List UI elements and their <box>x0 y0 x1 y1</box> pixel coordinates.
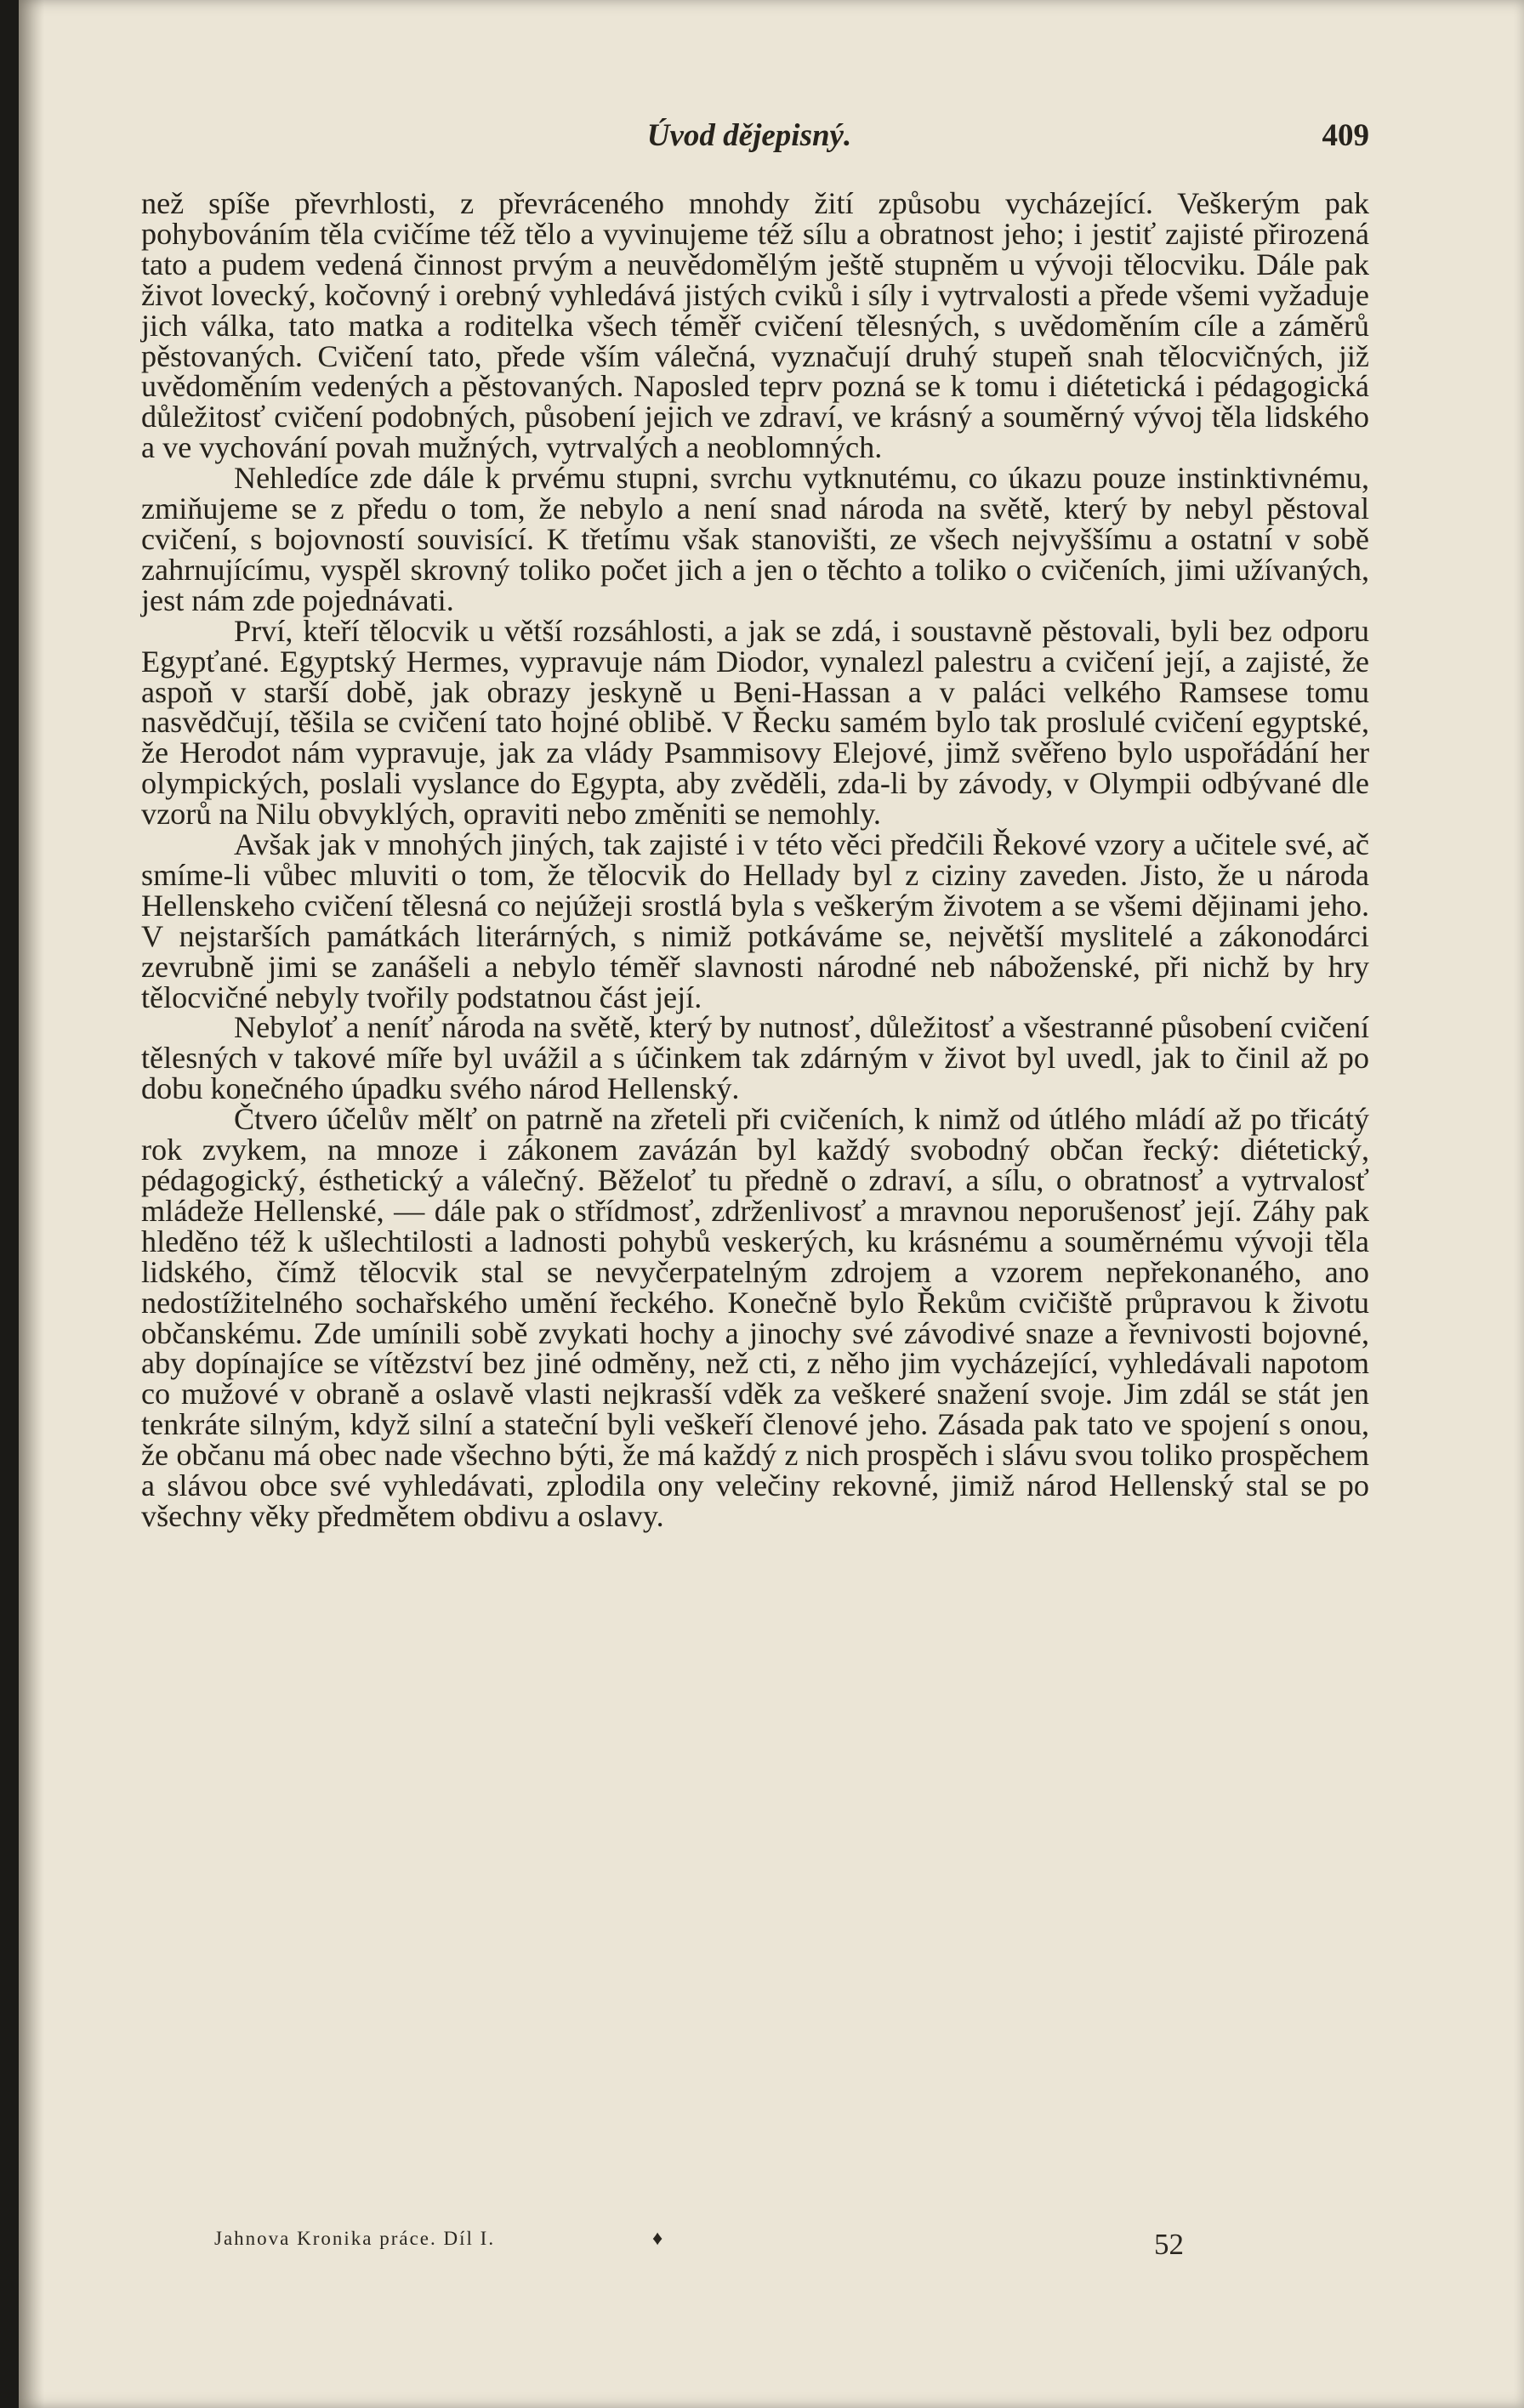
paragraph-5: Nebyloť a neníť národa na světě, který by nutnosť, důležitosť a všestranné působení cvičení tělesných v takové míře byl uvážil a s účinkem tak zdárným v život byl uvedl, jak to činil až po dobu konečného úpadku svého národ Hellenský. <box>141 1010 1369 1106</box>
page-footer <box>214 2228 1192 2265</box>
paragraph-2: Nehledíce zde dále k prvému stupni, svrchu vytknutému, co úkazu pouze instinktivnému, zmiňujeme se z předu o tom, že nebylo a není snad národa na světě, který by nebyl pěstoval cvičení, s bojovností souvisící. K třetímu však stanovišti, ze všech nejvyššímu a ostatní v sobě zahrnujícímu, vyspěl skrovný toliko počet jich a jen o těchto a toliko o cvičeních, jimi užívaných, jest nám zde pojednávati. <box>141 461 1369 617</box>
spine-shadow <box>19 0 44 2408</box>
page-header <box>129 117 1369 168</box>
book-page <box>19 0 1524 2408</box>
running-title: Úvod dějepisný. <box>646 118 852 153</box>
signature-mark: ♦ <box>652 2228 663 2250</box>
paragraph-1: než spíše převrhlosti, z převráceného mnohdy žití způsobu vycházející. Veškerým pak pohybováním těla cvičíme též tělo a vyvinujeme též sílu a obratnost jeho; i jestiť zajisté přirozená tato a pudem vedená činnost prvým a neuvědomělým ještě stupněm u vývoji tělocviku. Dále pak život lovecký, kočovný i orebný vyhledává jistých cviků i síly i vytrvalosti a přede všemi vyžaduje jich válka, tato matka a roditelka všech téměř cvičení tělesných, s uvědoměním cíle a záměrů pěstovaných. Cvičení tato, přede vším válečná, vyznačují druhý stupeň snah tělocvičných, již uvědoměním vedených a pěstovaných. Naposled teprv pozná se k tomu i diétetická i pédagogická důležitosť cvičení podobných, působení jejich ve zdraví, ve krásný a souměrný vývoj těla lidského a ve vychování povah mužných, vytrvalých a neoblomných. <box>141 186 1369 465</box>
page-number: 409 <box>1322 118 1369 153</box>
paragraph-6: Čtvero účelův mělť on patrně na zřeteli při cvičeních, k nimž od útlého mládí až po třicátý rok zvykem, na mnoze i zákonem zavázán byl každý svobodný občan řecký: diétetický, pédagogický, ésthetický a válečný. Běželoť tu předně o zdraví, a sílu, o obratnosť a vytrvalosť mládeže Hellenské, — dále pak o střídmosť, zdrženlivosť a mravnou neporušenosť její. Záhy pak hleděno též k ušlechtilosti a ladnosti pohybů veskerých, ku krásnému a souměrnému vývoji těla lidského, čímž tělocvik stal se nevyčerpatelným zdrojem a vzorem nepřekonaného, ano nedostížitelného sochařského umění řeckého. Konečně bylo Řekům cvičiště průpravou k životu občanskému. Zde umínili sobě zvykati hochy a jinochy své závodivé snaze a řevnivosti bojovné, aby dopínajíce se vítězství bez jiné odměny, než cti, z něho jim vycházející, vyhledávali napotom co mužové v obraně a oslavě vlasti nejkrasší vděk za veškeré snažení svoje. Jim zdál se stát jen tenkráte silným, když silní a stateční byli veškeří členové jeho. Zásada pak tato ve spojení s onou, že občanu má obec nade všechno býti, že má každý z nich prospěch i slávu svou toliko prospěchem a slávou obce své vyhledávati, zplodila ony velečiny rekovné, jimiž národ Hellenský stal se po všechny věky předmětem obdivu a oslavy. <box>141 1102 1369 1533</box>
printer-signature: Jahnova Kronika práce. Díl I. <box>214 2228 496 2249</box>
paragraph-3: Prví, kteří tělocvik u větší rozsáhlosti, a jak se zdá, i soustavně pěstovali, byli bez odporu Egypťané. Egyptský Hermes, vypravuje nám Diodor, vynalezl palestru a cvičení její, a zajisté, že aspoň v starší době, jak obrazy jeskyně u Beni-Hassan a v paláci velkého Ramsese tomu nasvědčují, těšila se cvičení tato hojné oblibě. V Řecku samém bylo tak proslulé cvičení egyptské, že Herodot nám vypravuje, jak za vlády Psammisovy Elejové, jimž svěřeno bylo uspořádání her olympických, poslali vyslance do Egypta, aby zvěděli, zda-li by závody, v Olympii odbývané dle vzorů na Nilu obvyklých, opraviti nebo změniti se nemohly. <box>141 613 1369 832</box>
sheet-number: 52 <box>1154 2228 1184 2261</box>
body-text <box>141 186 1369 1533</box>
paragraph-4: Avšak jak v mnohých jiných, tak zajisté i v této věci předčili Řekové vzory a učitele své, ač smíme-li vůbec mluviti o tom, že tělocvik do Hellady byl z ciziny zaveden. Jisto, že u národa Hellenskeho cvičení tělesná co nejúžeji srostlá byla s veškerým životem a se všemi dějinami jeho. V nejstarších památkách literárných, s nimiž potkáváme se, největší myslitelé a zákonodárci zevrubně jimi se zanášeli a nebylo téměř slavnosti národné neb náboženské, při nichž by hry tělocvičné nebyly tvořily podstatnou část její. <box>141 827 1369 1014</box>
